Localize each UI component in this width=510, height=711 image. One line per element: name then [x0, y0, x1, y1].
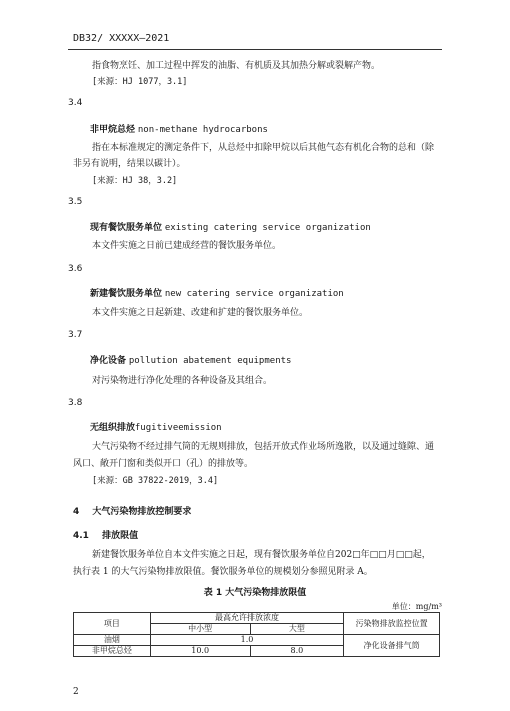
term-definition-line: 大气污染物不经过排气筒的无规则排放，包括开放式作业场所逸散，以及通过缝隙、通 [92, 442, 435, 452]
term-zh: 非甲烷总烃 [90, 125, 136, 135]
term-heading [90, 353, 291, 366]
term-zh: 现有餐饮服务单位 [90, 223, 163, 233]
row-large-value: 8.0 [250, 646, 344, 657]
header-small-medium: 中小型 [150, 624, 250, 635]
header-limit: 最高允许排放浓度 [150, 613, 343, 624]
term-number: 3.5 [68, 197, 83, 207]
row-small-medium-value: 10.0 [150, 646, 250, 657]
term-definition-line: 风口、敞开门窗和类似开口（孔）的排放等。 [73, 459, 254, 469]
header-monitor: 污染物排放监控位置 [344, 613, 440, 635]
term-definition-line: 本文件实施之日前已建成经营的餐饮服务单位。 [92, 241, 282, 251]
term-zh: 净化设备 [90, 356, 127, 366]
term-definition-line: 非另有说明，结果以碳计）。 [73, 159, 186, 169]
term-en: non-methane hydrocarbons [137, 125, 268, 135]
term-en: new catering service organization [164, 289, 344, 299]
term-en: fugitiveemission [134, 423, 222, 433]
subsection-title: 排放限值 [102, 531, 139, 541]
row-merged-value: 1.0 [150, 635, 343, 646]
page-number: 2 [73, 687, 79, 697]
term-definition-line: 本文件实施之日起新建、改建和扩建的餐饮服务单位。 [92, 308, 309, 318]
term-source: [来源：HJ 38，3.2] [92, 176, 178, 186]
paragraph-line: 新建餐饮服务单位自本文件实施之日起，现有餐饮服务单位自202□年□□月□□起， [92, 550, 431, 560]
term-number: 3.8 [68, 398, 83, 408]
term-zh: 无组织排放 [90, 423, 136, 433]
term-en: pollution abatement equipments [128, 356, 292, 366]
term-number: 3.6 [68, 264, 83, 274]
section-heading [73, 504, 191, 517]
header-divider [68, 49, 442, 50]
term-number: 3.7 [68, 330, 83, 340]
header-large: 大型 [250, 624, 344, 635]
term-en: existing catering service organization [164, 223, 371, 233]
term-definition-line: 对污染物进行净化处理的各种设备及其组合。 [92, 376, 273, 386]
monitor-location: 净化设备排气筒 [344, 635, 440, 657]
row-item: 油烟 [74, 635, 151, 646]
term-source: [来源：GB 37822-2019，3.4] [92, 476, 219, 486]
row-item: 非甲烷总烃 [74, 646, 151, 657]
term-definition-line: 指在本标准规定的测定条件下，从总烃中扣除甲烷以后其他气态有机化合物的总和（除 [92, 143, 435, 153]
intro-definition: 指食物烹饪、加工过程中挥发的油脂、有机质及其加热分解或裂解产物。 [92, 61, 381, 71]
section-title: 大气污染物排放控制要求 [92, 507, 192, 517]
term-heading [90, 220, 371, 233]
table-row [74, 635, 440, 646]
subsection-number: 4.1 [73, 531, 89, 541]
header-item: 项目 [74, 613, 151, 635]
subsection-heading [73, 528, 138, 541]
term-zh: 新建餐饮服务单位 [90, 289, 163, 299]
emission-limits-table [73, 612, 440, 657]
table-caption: 表 1 大气污染物排放限值 [203, 588, 307, 598]
term-heading [90, 122, 268, 135]
term-number: 3.4 [68, 98, 83, 108]
paragraph-line: 执行表 1 的大气污染物排放限值。餐饮服务单位的规模划分参照见附录 A。 [73, 567, 373, 577]
term-heading [90, 420, 222, 433]
document-code-header: DB32/ XXXXX—2021 [73, 33, 170, 44]
intro-source: [来源：HJ 1077，3.1] [92, 77, 188, 87]
section-number: 4 [73, 507, 80, 517]
table-unit: 单位：mg/m³ [391, 602, 442, 611]
term-heading [90, 286, 344, 299]
